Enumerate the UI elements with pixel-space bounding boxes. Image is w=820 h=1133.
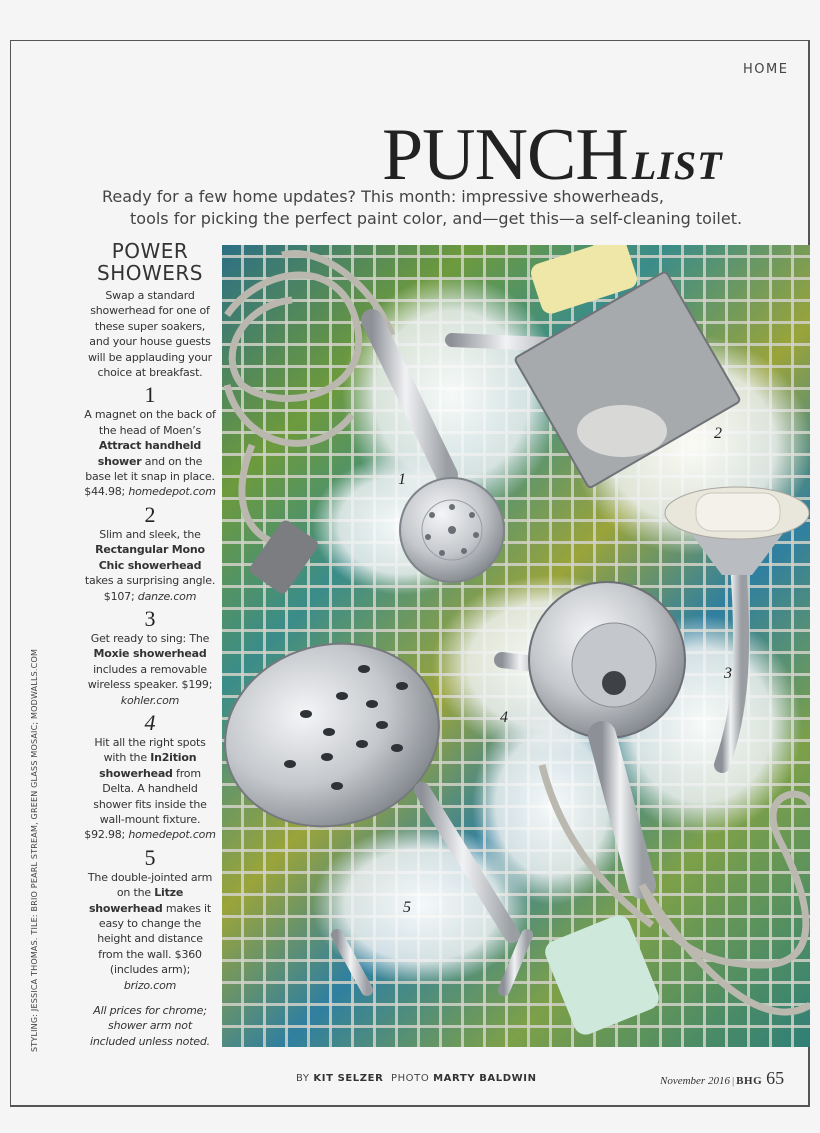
author-name: KIT SELZER (313, 1073, 384, 1084)
sidebar-heading (84, 240, 216, 284)
product-name: Litze showerhead (88, 886, 184, 915)
item-number-1: 1 (144, 382, 156, 408)
by-label: BY (296, 1073, 310, 1084)
item-price: makes it easy to change the height and distance from the wall. $360 (includes arm); (97, 901, 212, 977)
retailer-link[interactable]: kohler.com (120, 693, 180, 707)
folio-separator: | (731, 1075, 735, 1087)
item-number-3: 3 (144, 605, 156, 631)
item-text: Slim and sleek, the (99, 527, 201, 541)
retailer-link[interactable]: danze.com (137, 589, 197, 603)
deck-line-2: tools for picking the perfect paint color, and—get this—a self-cleaning toilet. (130, 209, 743, 228)
section-label: HOME (743, 62, 789, 77)
page-title (382, 115, 723, 195)
photographer-name: MARTY BALDWIN (433, 1073, 537, 1084)
item-number-2: 2 (144, 501, 156, 527)
showerheads-photo (222, 245, 810, 1047)
item-price: includes a removable wireless speaker. $199; (87, 662, 213, 692)
product-item-4 (84, 735, 216, 843)
item-price: and on the base let it snap in place. $44.98; (84, 454, 215, 499)
sidebar-intro: Swap a standard showerhead for one of these super soakers, and your house guests will be applauding your choice at breakfast. (87, 289, 212, 380)
item-number-5: 5 (144, 844, 156, 870)
page-folio (660, 1068, 784, 1089)
photo-label-3: 3 (724, 665, 732, 682)
product-name: Rectangular Mono Chic showerhead (95, 543, 205, 572)
item-number-4: 4 (144, 709, 156, 735)
item-text: The double-jointed arm on the (87, 870, 213, 900)
item-price: from Delta. A handheld shower fits inside the wall-mount fixture. $92.98; (84, 766, 207, 842)
photo-label: PHOTO (390, 1073, 430, 1084)
magazine-name: BHG (736, 1075, 763, 1087)
styling-credit: STYLING: JESSICA THOMAS. TILE: BRIO PEARL STREAM, GREEN GLASS MOSAIC; MODWALLS.COM (30, 648, 39, 1052)
item-text: Get ready to sing: The (90, 631, 210, 645)
product-name: In2ition showerhead (99, 751, 197, 780)
title-accent: LIST (631, 143, 723, 188)
product-name: Moxie showerhead (93, 647, 207, 661)
issue-date: November 2016 (660, 1075, 730, 1087)
sidebar-heading-line-1: POWER (111, 239, 189, 263)
deck-line-1: Ready for a few home updates? This month: impressive showerheads, (102, 187, 664, 206)
product-name: Attract handheld shower (97, 439, 202, 468)
photo-label-5: 5 (403, 899, 411, 916)
page-number: 65 (766, 1068, 785, 1088)
retailer-link[interactable]: homedepot.com (128, 828, 216, 842)
retailer-link[interactable]: brizo.com (123, 978, 177, 992)
photo-label-1: 1 (398, 471, 406, 488)
item-price: takes a surprising angle. $107; (84, 574, 216, 603)
retailer-link[interactable]: homedepot.com (128, 485, 216, 499)
deck-intro (102, 186, 782, 230)
price-note: All prices for chrome; shower arm not included unless noted. (90, 1004, 210, 1048)
photo-illustration (222, 245, 810, 1047)
photo-label-4: 4 (500, 709, 508, 726)
product-item-1 (84, 407, 216, 499)
soap-bar-green (542, 912, 663, 1038)
item-text: A magnet on the back of the head of Moen’s (84, 408, 216, 437)
item-text: Hit all the right spots with the (94, 735, 206, 765)
photo-label-2: 2 (714, 425, 722, 442)
sidebar-power-showers (84, 240, 216, 1049)
product-item-2 (84, 527, 216, 604)
product-item-5 (84, 870, 216, 993)
sidebar-heading-line-2: SHOWERS (97, 261, 203, 285)
title-main: PUNCH (382, 114, 628, 196)
product-item-3 (84, 631, 216, 708)
byline (296, 1073, 537, 1084)
